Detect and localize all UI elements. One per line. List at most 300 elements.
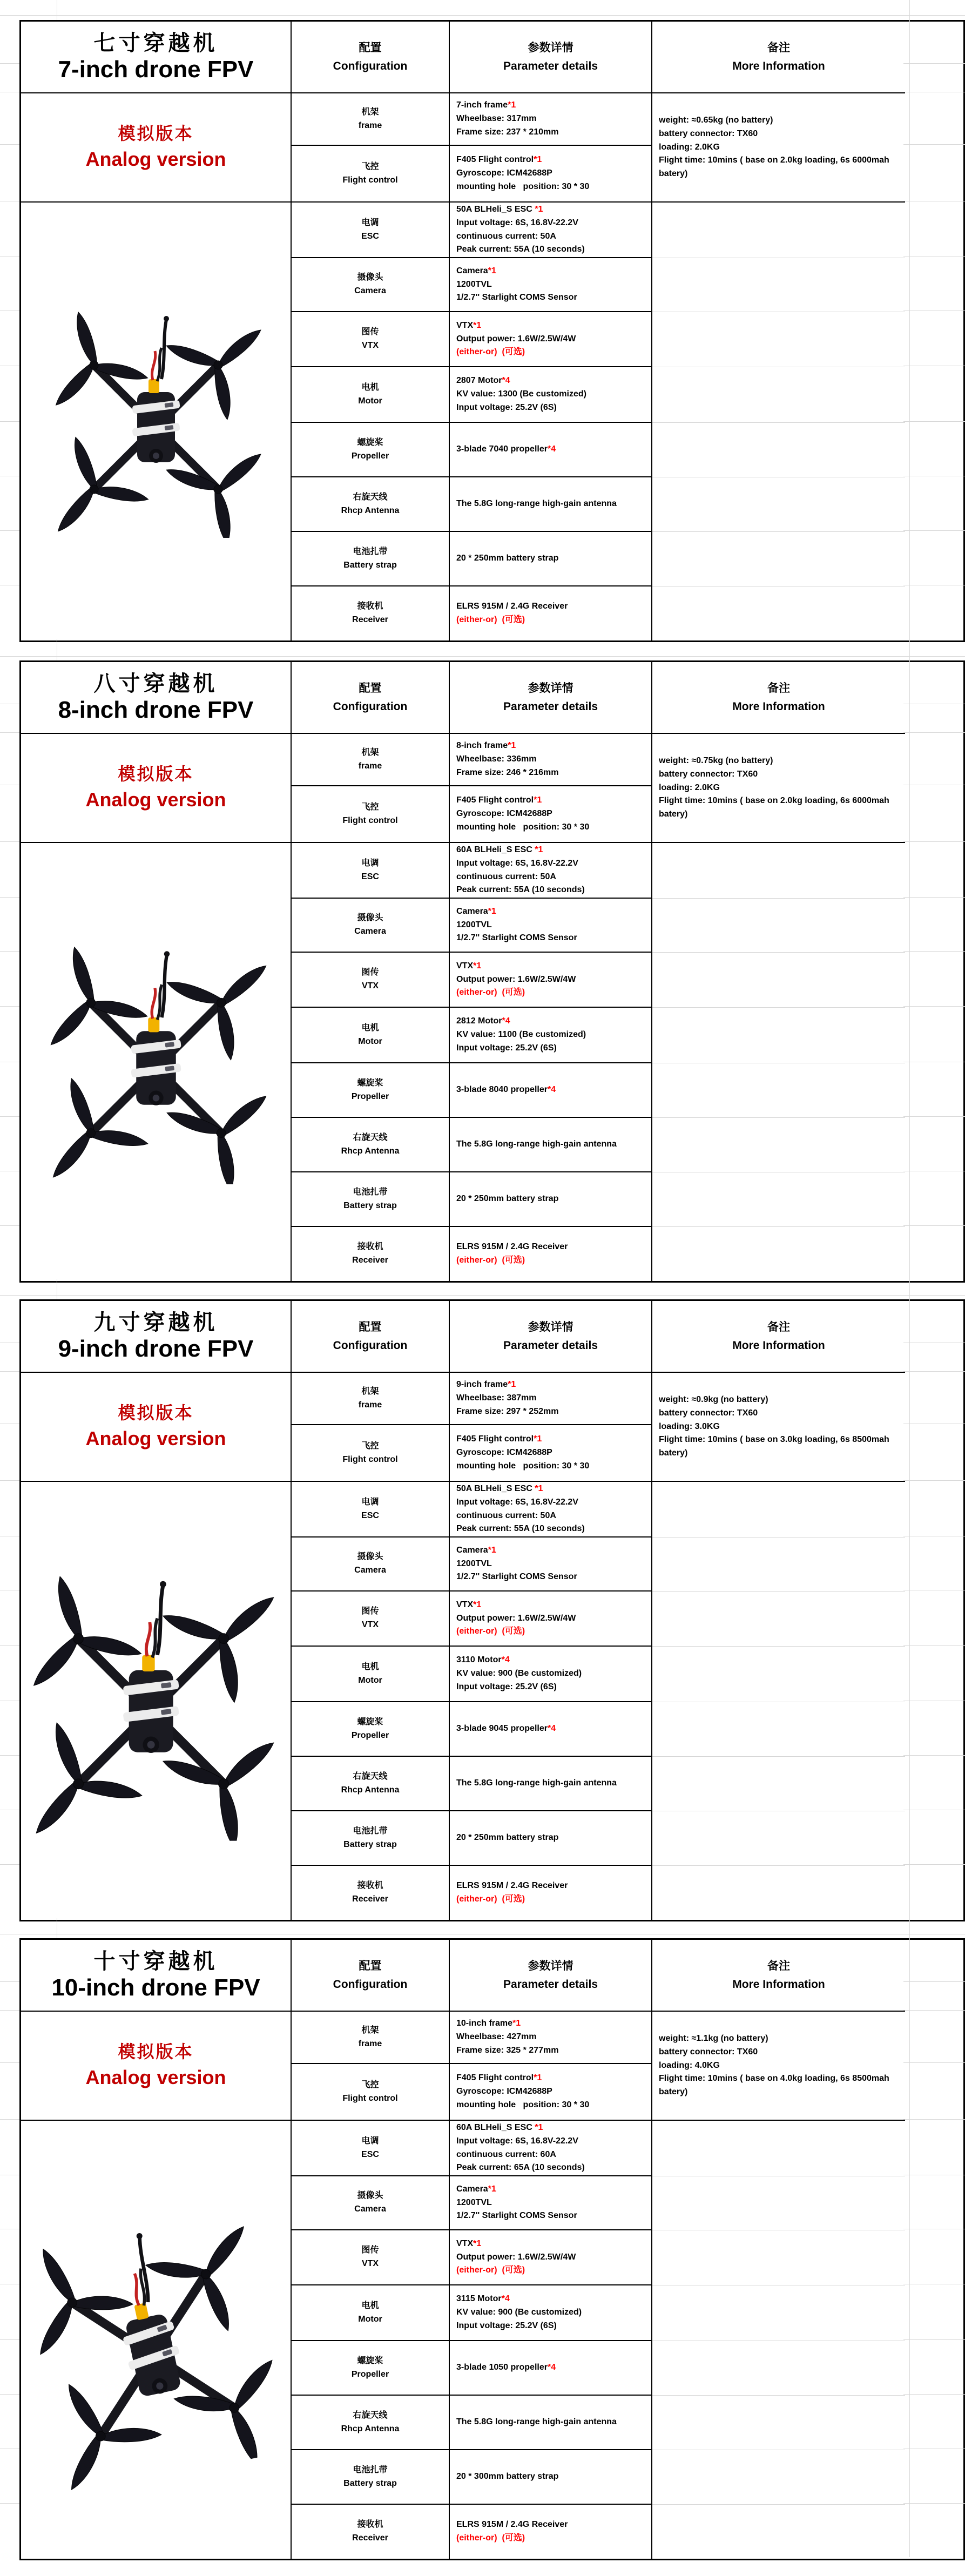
more-info-cell	[652, 2012, 905, 2121]
config-label-en: Flight control	[342, 1454, 398, 1464]
gridline	[903, 1371, 965, 1372]
config-label-zh: 接收机	[357, 1242, 383, 1252]
info-line: loading: 4.0KG	[659, 2060, 720, 2070]
param-header-zh: 参数详情	[528, 1959, 573, 1972]
gridline	[0, 2010, 19, 2011]
param-line: 3110 Motor*4	[456, 1655, 510, 1665]
param-line: 1/2.7'' Starlight COMS Sensor	[456, 933, 577, 943]
config-cell-receiver	[292, 586, 450, 640]
param-header-en: Parameter details	[503, 59, 598, 72]
param-cell-vtx	[450, 312, 652, 367]
config-cell-vtx	[292, 953, 450, 1008]
config-cell-motor	[292, 1647, 450, 1702]
config-label-en: Propeller	[351, 1091, 389, 1101]
param-cell-vtx	[450, 2230, 652, 2285]
param-cell-receiver	[450, 2505, 652, 2559]
config-cell-rhcp-antenna	[292, 2396, 450, 2450]
config-label-zh: 电调	[361, 218, 379, 227]
param-line: 20 * 300mm battery strap	[456, 2472, 559, 2481]
param-line: (either-or) (可选)	[456, 1627, 525, 1636]
param-line: F405 Flight control*1	[456, 795, 542, 805]
param-header-zh: 参数详情	[528, 41, 573, 54]
more-info-cell	[652, 93, 905, 203]
gridline	[903, 1480, 965, 1481]
gridline	[903, 2062, 965, 2063]
gridline	[903, 1864, 965, 1865]
empty-info-cell	[652, 423, 905, 477]
info-header-en: More Information	[732, 1978, 825, 1991]
config-header-zh: 配置	[359, 682, 382, 694]
param-line: Peak current: 65A (10 seconds)	[456, 2163, 585, 2173]
gridline	[0, 1480, 19, 1481]
drone-body	[123, 1581, 179, 1752]
config-label-en: Camera	[354, 286, 386, 295]
param-line: 3-blade 8040 propeller*4	[456, 1085, 556, 1095]
config-cell-propeller	[292, 1702, 450, 1757]
param-line: (either-or) (可选)	[456, 347, 525, 357]
empty-info-cell	[652, 1008, 905, 1063]
config-label-zh: 电池扎带	[353, 1826, 388, 1836]
gridline	[0, 1116, 19, 1117]
config-header-zh: 配置	[359, 1320, 382, 1333]
config-cell-esc	[292, 203, 450, 258]
config-label-en: frame	[358, 761, 382, 771]
empty-info-cell	[652, 843, 905, 899]
section-9-inch	[0, 1299, 965, 1921]
param-line: VTX*1	[456, 1600, 482, 1609]
config-label-en: Rhcp Antenna	[341, 1146, 400, 1156]
gridline	[0, 897, 19, 898]
info-header	[652, 1940, 905, 2012]
gridline	[0, 2062, 19, 2063]
config-cell-esc	[292, 2121, 450, 2176]
config-cell-receiver	[292, 1227, 450, 1281]
param-line: The 5.8G long-range high-gain antenna	[456, 1139, 617, 1149]
config-cell-propeller	[292, 1063, 450, 1118]
config-label-zh: 电调	[361, 1497, 379, 1507]
empty-info-cell	[652, 1063, 905, 1118]
drone-photo-cell	[21, 1482, 292, 1920]
empty-info-cell	[652, 1227, 905, 1281]
gridline	[903, 1225, 965, 1226]
info-line: loading: 3.0KG	[659, 1421, 720, 1431]
config-label-en: Motor	[358, 396, 382, 406]
analog-version-cell	[21, 734, 292, 843]
info-header	[652, 1301, 905, 1373]
analog-version-cell	[21, 93, 292, 203]
param-line: VTX*1	[456, 2238, 482, 2248]
param-line: Input voltage: 6S, 16.8V-22.2V	[456, 2136, 578, 2146]
info-line: weight: ≈0.9kg (no battery)	[659, 1395, 768, 1404]
config-cell-motor	[292, 1008, 450, 1063]
config-label-en: VTX	[361, 981, 379, 990]
param-line: Peak current: 55A (10 seconds)	[456, 245, 585, 254]
gridline	[0, 656, 965, 657]
config-label-en: Receiver	[352, 2533, 388, 2543]
section-7-inch	[0, 20, 965, 642]
analog-version-en: Analog version	[85, 148, 226, 171]
config-label-zh: 电调	[361, 2136, 379, 2146]
info-line: battery connector: TX60	[659, 769, 758, 779]
param-header-zh: 参数详情	[528, 682, 573, 694]
param-line: Gyroscope: ICM42688P	[456, 2087, 552, 2096]
gridline	[0, 144, 19, 145]
empty-info-cell	[652, 203, 905, 258]
config-label-en: ESC	[361, 2149, 379, 2159]
empty-info-cell	[652, 1537, 905, 1592]
config-label-zh: 摄像头	[357, 913, 383, 923]
param-line: (either-or) (可选)	[456, 1256, 525, 1265]
param-line: 1200TVL	[456, 2197, 492, 2207]
param-cell-rhcp-antenna	[450, 477, 652, 532]
empty-info-cell	[652, 1647, 905, 1702]
gridline	[0, 1371, 19, 1372]
config-label-zh: 图传	[361, 968, 379, 977]
empty-info-cell	[652, 1172, 905, 1227]
info-header-zh: 备注	[767, 1320, 790, 1333]
param-line: Peak current: 55A (10 seconds)	[456, 1524, 585, 1534]
param-line: mounting hole position: 30 * 30	[456, 2100, 590, 2109]
param-cell-rhcp-antenna	[450, 1118, 652, 1172]
empty-info-cell	[652, 1482, 905, 1537]
config-label-zh: 电机	[361, 1662, 379, 1671]
empty-info-cell	[652, 2450, 905, 2505]
gridline	[0, 2339, 19, 2340]
config-label-zh: 右旋天线	[353, 492, 388, 502]
gridline	[903, 897, 965, 898]
param-line: 50A BLHeli_S ESC *1	[456, 204, 543, 214]
empty-info-cell	[652, 1592, 905, 1647]
info-line: battery connector: TX60	[659, 2047, 758, 2056]
config-cell-camera	[292, 1537, 450, 1592]
analog-version-zh: 模拟版本	[118, 764, 194, 784]
gridline	[0, 2394, 19, 2395]
info-line: Flight time: 10mins ( base on 4.0kg loading, 6s 8500mah batery)	[659, 2074, 889, 2097]
section-title-zh: 九寸穿越机	[93, 1311, 218, 1335]
empty-info-cell	[652, 2396, 905, 2450]
param-line: Input voltage: 25.2V (6S)	[456, 402, 557, 412]
gridline	[903, 1981, 965, 1982]
gridline	[0, 1645, 19, 1646]
param-line: Camera*1	[456, 2184, 496, 2194]
config-label-en: Receiver	[352, 1256, 388, 1265]
gridline	[0, 732, 19, 733]
param-line: Input voltage: 6S, 16.8V-22.2V	[456, 1497, 578, 1507]
param-cell-esc	[450, 203, 652, 258]
empty-info-cell	[652, 477, 905, 532]
param-line: Output power: 1.6W/2.5W/4W	[456, 334, 576, 343]
config-cell-frame	[292, 1373, 450, 1425]
section-title-zh: 十寸穿越机	[93, 1950, 218, 1974]
config-label-zh: 电池扎带	[353, 2465, 388, 2474]
config-cell-flight-control	[292, 1425, 450, 1482]
config-header-zh: 配置	[359, 1959, 382, 1972]
param-cell-propeller	[450, 2341, 652, 2396]
gridline	[903, 1645, 965, 1646]
drone-photo	[21, 2198, 292, 2500]
config-label-en: ESC	[361, 231, 379, 241]
param-cell-vtx	[450, 953, 652, 1008]
config-label-en: Motor	[358, 2314, 382, 2324]
info-line: weight: ≈0.75kg (no battery)	[659, 756, 773, 765]
param-header-en: Parameter details	[503, 700, 598, 713]
spec-grid	[19, 660, 965, 1283]
gridline	[0, 951, 19, 952]
config-cell-frame	[292, 734, 450, 786]
info-header	[652, 662, 905, 734]
config-label-en: Propeller	[351, 451, 389, 461]
param-line: ELRS 915M / 2.4G Receiver	[456, 1242, 568, 1252]
param-cell-flight-control	[450, 2064, 652, 2121]
section-8-inch	[0, 660, 965, 1283]
config-label-zh: 螺旋桨	[357, 437, 383, 447]
param-cell-flight-control	[450, 146, 652, 203]
config-cell-motor	[292, 367, 450, 423]
config-label-zh: 摄像头	[357, 273, 383, 282]
drone-photo	[43, 306, 269, 538]
param-line: 2812 Motor*4	[456, 1016, 510, 1026]
param-line: 50A BLHeli_S ESC *1	[456, 1483, 543, 1493]
config-label-zh: 图传	[361, 2245, 379, 2255]
info-header-zh: 备注	[767, 682, 790, 694]
param-cell-motor	[450, 1008, 652, 1063]
config-label-zh: 机架	[361, 747, 379, 757]
config-header-en: Configuration	[333, 1339, 408, 1352]
param-line: Frame size: 297 * 252mm	[456, 1406, 559, 1416]
param-line: 3-blade 7040 propeller*4	[456, 444, 556, 454]
analog-version-cell	[21, 1373, 292, 1482]
battery-wire-red	[152, 988, 156, 1019]
gridline	[903, 732, 965, 733]
info-line: battery connector: TX60	[659, 129, 758, 138]
empty-info-cell	[652, 1702, 905, 1757]
empty-info-cell	[652, 899, 905, 953]
config-header	[292, 22, 450, 93]
param-line: Gyroscope: ICM42688P	[456, 1448, 552, 1458]
section-title-cell	[21, 1940, 292, 2012]
param-line: mounting hole position: 30 * 30	[456, 822, 590, 832]
section-title-en: 10-inch drone FPV	[51, 1974, 260, 2001]
analog-version-en: Analog version	[85, 1427, 226, 1450]
param-line: 1/2.7'' Starlight COMS Sensor	[456, 1572, 577, 1582]
param-line: KV value: 900 (Be customized)	[456, 2308, 582, 2317]
drone-body	[131, 951, 181, 1105]
param-header	[450, 662, 652, 734]
config-cell-flight-control	[292, 2064, 450, 2121]
param-line: Gyroscope: ICM42688P	[456, 168, 552, 178]
config-cell-battery-strap	[292, 1172, 450, 1227]
config-cell-battery-strap	[292, 2450, 450, 2505]
config-label-zh: 右旋天线	[353, 2410, 388, 2420]
config-label-zh: 机架	[361, 107, 379, 117]
param-line: Camera*1	[456, 906, 496, 916]
spec-grid	[19, 1938, 965, 2560]
section-title-en: 9-inch drone FPV	[58, 1336, 254, 1363]
config-cell-esc	[292, 1482, 450, 1537]
param-line: F405 Flight control*1	[456, 2073, 542, 2083]
param-cell-esc	[450, 2121, 652, 2176]
param-cell-camera	[450, 258, 652, 312]
param-line: The 5.8G long-range high-gain antenna	[456, 2417, 617, 2427]
param-line: The 5.8G long-range high-gain antenna	[456, 499, 617, 509]
param-line: Frame size: 237 * 210mm	[456, 127, 559, 137]
config-header-en: Configuration	[333, 700, 408, 713]
param-line: Output power: 1.6W/2.5W/4W	[456, 974, 576, 984]
info-header-en: More Information	[732, 1339, 825, 1352]
param-line: Frame size: 325 * 277mm	[456, 2045, 559, 2055]
gridline	[903, 530, 965, 531]
config-cell-battery-strap	[292, 1811, 450, 1866]
config-label-zh: 电调	[361, 858, 379, 868]
empty-info-cell	[652, 953, 905, 1008]
analog-version-cell	[21, 2012, 292, 2121]
info-line: Flight time: 10mins ( base on 3.0kg loading, 6s 8500mah batery)	[659, 1435, 889, 1458]
config-label-zh: 接收机	[357, 2520, 383, 2530]
config-cell-camera	[292, 2176, 450, 2230]
config-label-en: Receiver	[352, 615, 388, 624]
config-header	[292, 1940, 450, 2012]
param-cell-battery-strap	[450, 532, 652, 586]
empty-info-cell	[652, 2230, 905, 2285]
gridline	[0, 1864, 19, 1865]
empty-info-cell	[652, 532, 905, 586]
param-line: VTX*1	[456, 961, 482, 970]
section-title-cell	[21, 22, 292, 93]
gridline	[903, 1116, 965, 1117]
param-cell-battery-strap	[450, 1172, 652, 1227]
config-cell-rhcp-antenna	[292, 477, 450, 532]
param-cell-rhcp-antenna	[450, 2396, 652, 2450]
config-cell-frame	[292, 2012, 450, 2064]
config-label-en: frame	[358, 1400, 382, 1410]
empty-info-cell	[652, 1118, 905, 1172]
config-label-zh: 电池扎带	[353, 1187, 388, 1197]
gridline	[0, 1295, 965, 1296]
config-cell-flight-control	[292, 146, 450, 203]
param-line: 60A BLHeli_S ESC *1	[456, 845, 543, 854]
section-title-zh: 八寸穿越机	[93, 672, 218, 696]
empty-info-cell	[652, 1866, 905, 1920]
config-label-en: Rhcp Antenna	[341, 505, 400, 515]
param-line: continuous current: 50A	[456, 872, 556, 881]
config-label-en: Battery strap	[343, 1201, 397, 1210]
param-line: ELRS 915M / 2.4G Receiver	[456, 2520, 568, 2530]
param-line: Input voltage: 25.2V (6S)	[456, 1043, 557, 1053]
config-cell-receiver	[292, 1866, 450, 1920]
config-label-en: frame	[358, 2039, 382, 2048]
param-line: 3-blade 9045 propeller*4	[456, 1724, 556, 1734]
config-cell-battery-strap	[292, 532, 450, 586]
config-label-en: Battery strap	[343, 2478, 397, 2488]
param-cell-camera	[450, 2176, 652, 2230]
param-header	[450, 1301, 652, 1373]
empty-info-cell	[652, 2121, 905, 2176]
param-line: F405 Flight control*1	[456, 155, 542, 165]
param-cell-motor	[450, 2285, 652, 2341]
config-header-en: Configuration	[333, 59, 408, 72]
config-label-en: Camera	[354, 1566, 386, 1575]
config-label-en: ESC	[361, 872, 379, 881]
param-header-zh: 参数详情	[528, 1320, 573, 1333]
param-line: Input voltage: 6S, 16.8V-22.2V	[456, 858, 578, 868]
config-label-en: VTX	[361, 2259, 379, 2268]
info-header-zh: 备注	[767, 1959, 790, 1972]
param-line: 60A BLHeli_S ESC *1	[456, 2122, 543, 2132]
config-cell-propeller	[292, 2341, 450, 2396]
param-line: 1200TVL	[456, 1559, 492, 1568]
config-label-en: ESC	[361, 1510, 379, 1520]
config-header-zh: 配置	[359, 41, 382, 54]
empty-info-cell	[652, 1757, 905, 1811]
param-line: KV value: 1100 (Be customized)	[456, 1030, 586, 1040]
config-label-zh: 电池扎带	[353, 547, 388, 556]
info-header-en: More Information	[732, 700, 825, 713]
gridline	[903, 2394, 965, 2395]
section-title-cell	[21, 1301, 292, 1373]
config-label-zh: 电机	[361, 1023, 379, 1033]
param-line: 1200TVL	[456, 920, 492, 929]
empty-info-cell	[652, 2505, 905, 2559]
param-line: (either-or) (可选)	[456, 615, 525, 624]
config-label-zh: 接收机	[357, 602, 383, 611]
config-cell-motor	[292, 2285, 450, 2341]
drone-photo-cell	[21, 203, 292, 640]
param-line: Input voltage: 6S, 16.8V-22.2V	[456, 218, 578, 227]
analog-version-zh: 模拟版本	[118, 2042, 194, 2062]
empty-info-cell	[652, 586, 905, 640]
config-label-en: VTX	[361, 1620, 379, 1629]
section-title-zh: 七寸穿越机	[93, 31, 218, 56]
gridline	[0, 1006, 19, 1007]
param-line: 8-inch frame*1	[456, 741, 516, 751]
param-cell-camera	[450, 1537, 652, 1592]
param-cell-frame	[450, 734, 652, 786]
param-line: Camera*1	[456, 1545, 496, 1555]
param-line: (either-or) (可选)	[456, 2265, 525, 2275]
section-10-inch	[0, 1938, 965, 2560]
config-cell-vtx	[292, 2230, 450, 2285]
config-label-zh: 螺旋桨	[357, 2356, 383, 2365]
config-label-zh: 摄像头	[357, 1552, 383, 1562]
param-line: Wheelbase: 317mm	[456, 114, 537, 124]
config-label-en: Battery strap	[343, 560, 397, 570]
empty-info-cell	[652, 2285, 905, 2341]
param-cell-motor	[450, 367, 652, 423]
info-header-en: More Information	[732, 59, 825, 72]
param-cell-flight-control	[450, 1425, 652, 1482]
config-label-zh: 电机	[361, 382, 379, 392]
param-line: 3115 Motor*4	[456, 2294, 510, 2304]
param-line: continuous current: 50A	[456, 1510, 556, 1520]
config-label-zh: 飞控	[361, 161, 379, 171]
param-cell-frame	[450, 1373, 652, 1425]
config-label-zh: 摄像头	[357, 2191, 383, 2201]
gridline	[903, 2010, 965, 2011]
info-line: loading: 2.0KG	[659, 142, 720, 152]
param-line: 1/2.7'' Starlight COMS Sensor	[456, 2211, 577, 2221]
param-line: 3-blade 1050 propeller*4	[456, 2363, 556, 2372]
config-header	[292, 662, 450, 734]
param-cell-battery-strap	[450, 1811, 652, 1866]
config-label-en: Camera	[354, 2204, 386, 2214]
xt60-connector	[134, 2302, 149, 2320]
param-cell-flight-control	[450, 786, 652, 843]
param-line: ELRS 915M / 2.4G Receiver	[456, 602, 568, 611]
gridline	[0, 1755, 19, 1756]
config-label-zh: 图传	[361, 327, 379, 337]
param-cell-receiver	[450, 1866, 652, 1920]
param-line: F405 Flight control*1	[456, 1434, 542, 1444]
